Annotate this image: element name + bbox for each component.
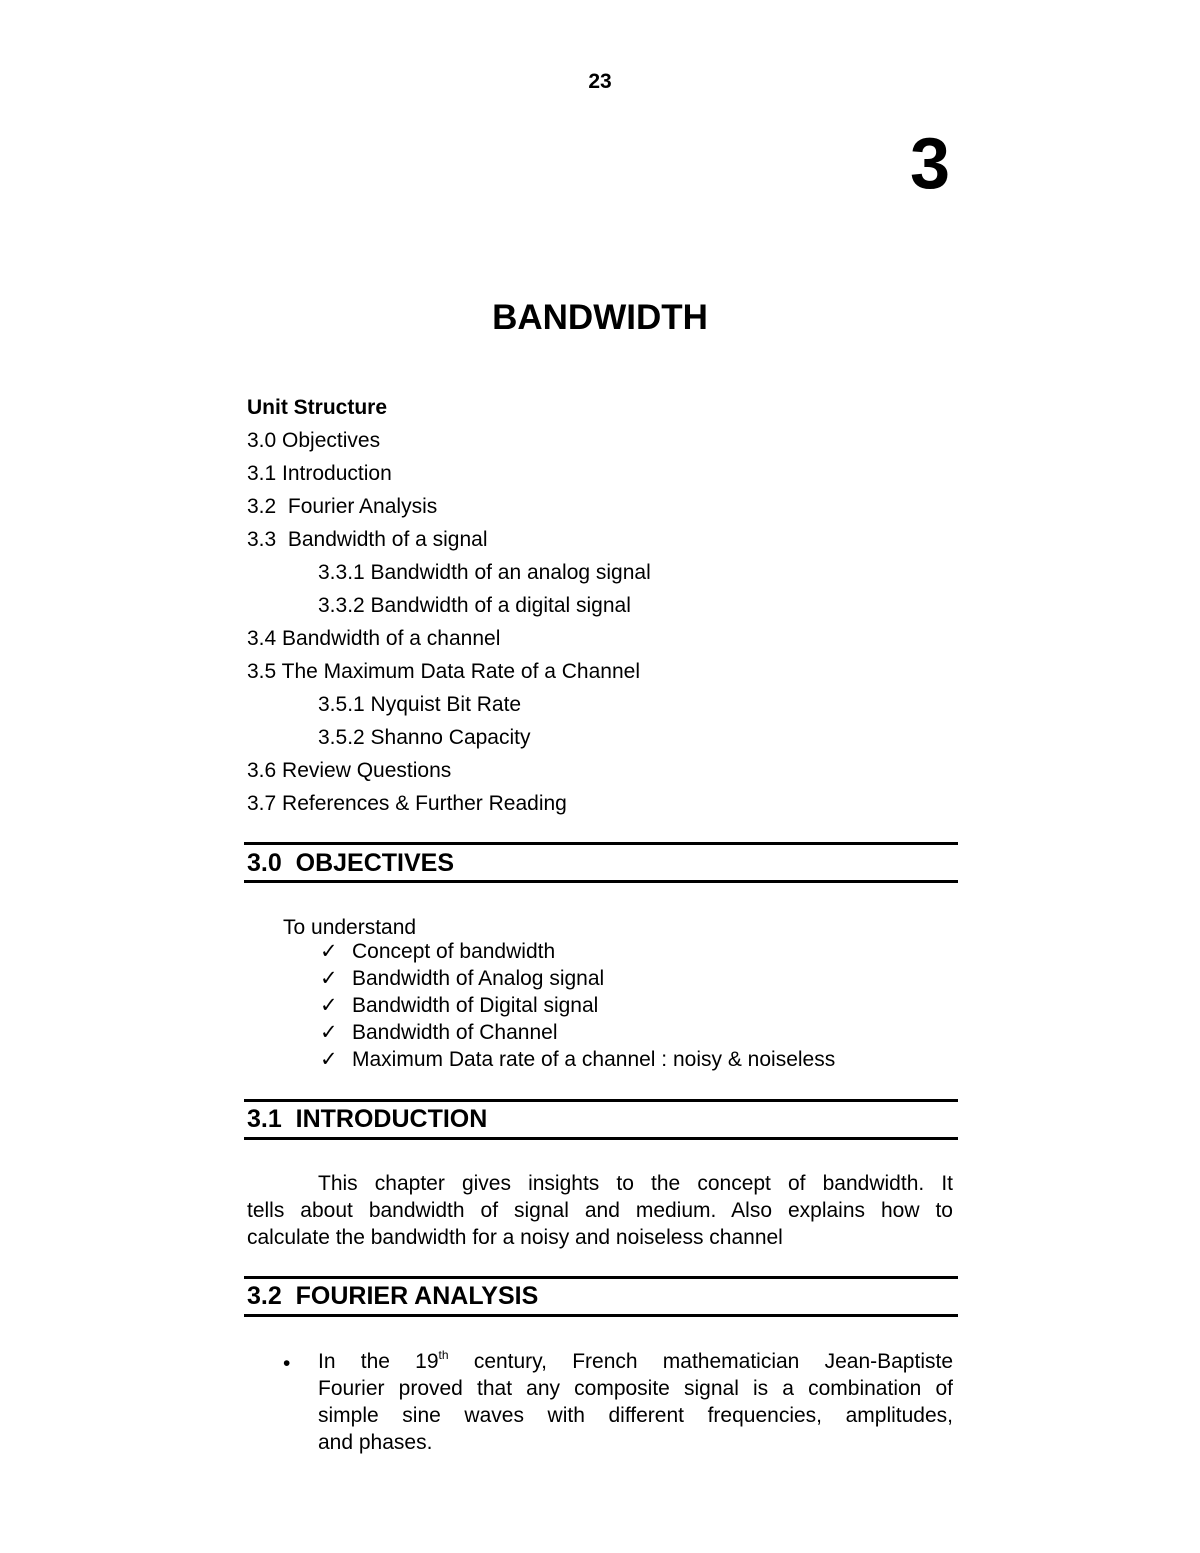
check-icon: ✓ xyxy=(320,1048,338,1071)
objective-item: ✓ Maximum Data rate of a channel : noisy & noiseless xyxy=(320,1048,836,1071)
check-icon: ✓ xyxy=(320,1021,338,1044)
toc-item: 3.0 Objectives xyxy=(247,429,381,452)
toc-item: 3.5.1 Nyquist Bit Rate xyxy=(318,693,522,716)
paragraph-line: Fourier proved that any composite signal is a combination of xyxy=(318,1377,953,1400)
paragraph-line: In the 19th century, French mathematician Jean-Baptiste xyxy=(318,1348,953,1373)
section-rule-top xyxy=(244,1099,958,1102)
fourier-bullet-text xyxy=(318,1348,953,1456)
toc-item: 3.3.1 Bandwidth of an analog signal xyxy=(318,561,651,584)
section-rule-bottom xyxy=(244,1314,958,1317)
check-icon: ✓ xyxy=(320,940,338,963)
section-rule-top xyxy=(244,842,958,845)
page-number: 23 xyxy=(588,70,612,93)
toc-item: 3.3 Bandwidth of a signal xyxy=(247,528,488,551)
paragraph-line: calculate the bandwidth for a noisy and noiseless channel xyxy=(247,1226,783,1249)
section-rule-top xyxy=(244,1276,958,1279)
objective-item: ✓ Bandwidth of Channel xyxy=(320,1021,558,1044)
toc-item: 3.6 Review Questions xyxy=(247,759,452,782)
toc-item: 3.4 Bandwidth of a channel xyxy=(247,627,501,650)
section-rule-bottom xyxy=(244,1137,958,1140)
paragraph-line: simple sine waves with different frequencies, amplitudes, xyxy=(318,1404,953,1427)
toc-heading: Unit Structure xyxy=(247,396,388,419)
paragraph-line: and phases. xyxy=(318,1431,433,1454)
toc-item: 3.5 The Maximum Data Rate of a Channel xyxy=(247,660,640,683)
check-icon: ✓ xyxy=(320,994,338,1017)
section-heading-introduction: 3.1 INTRODUCTION xyxy=(247,1105,488,1133)
toc-item: 3.5.2 Shanno Capacity xyxy=(318,726,531,749)
chapter-number: 3 xyxy=(910,124,951,204)
paragraph-line: tells about bandwidth of signal and medium. Also explains how to xyxy=(247,1199,953,1222)
objective-item: ✓ Bandwidth of Digital signal xyxy=(320,994,599,1017)
chapter-title: BANDWIDTH xyxy=(492,298,708,337)
paragraph-line: This chapter gives insights to the concept of bandwidth. It xyxy=(318,1172,953,1195)
objectives-intro: To understand xyxy=(283,916,417,939)
objective-item: ✓ Concept of bandwidth xyxy=(320,940,556,963)
bullet-icon: • xyxy=(283,1352,291,1375)
toc-item: 3.1 Introduction xyxy=(247,462,392,485)
introduction-paragraph xyxy=(247,1170,953,1251)
objective-item: ✓ Bandwidth of Analog signal xyxy=(320,967,605,990)
toc-item: 3.2 Fourier Analysis xyxy=(247,495,438,518)
toc-item: 3.7 References & Further Reading xyxy=(247,792,567,815)
section-rule-bottom xyxy=(244,880,958,883)
section-heading-fourier: 3.2 FOURIER ANALYSIS xyxy=(247,1282,539,1310)
section-heading-objectives: 3.0 OBJECTIVES xyxy=(247,849,455,877)
toc-item: 3.3.2 Bandwidth of a digital signal xyxy=(318,594,631,617)
check-icon: ✓ xyxy=(320,967,338,990)
